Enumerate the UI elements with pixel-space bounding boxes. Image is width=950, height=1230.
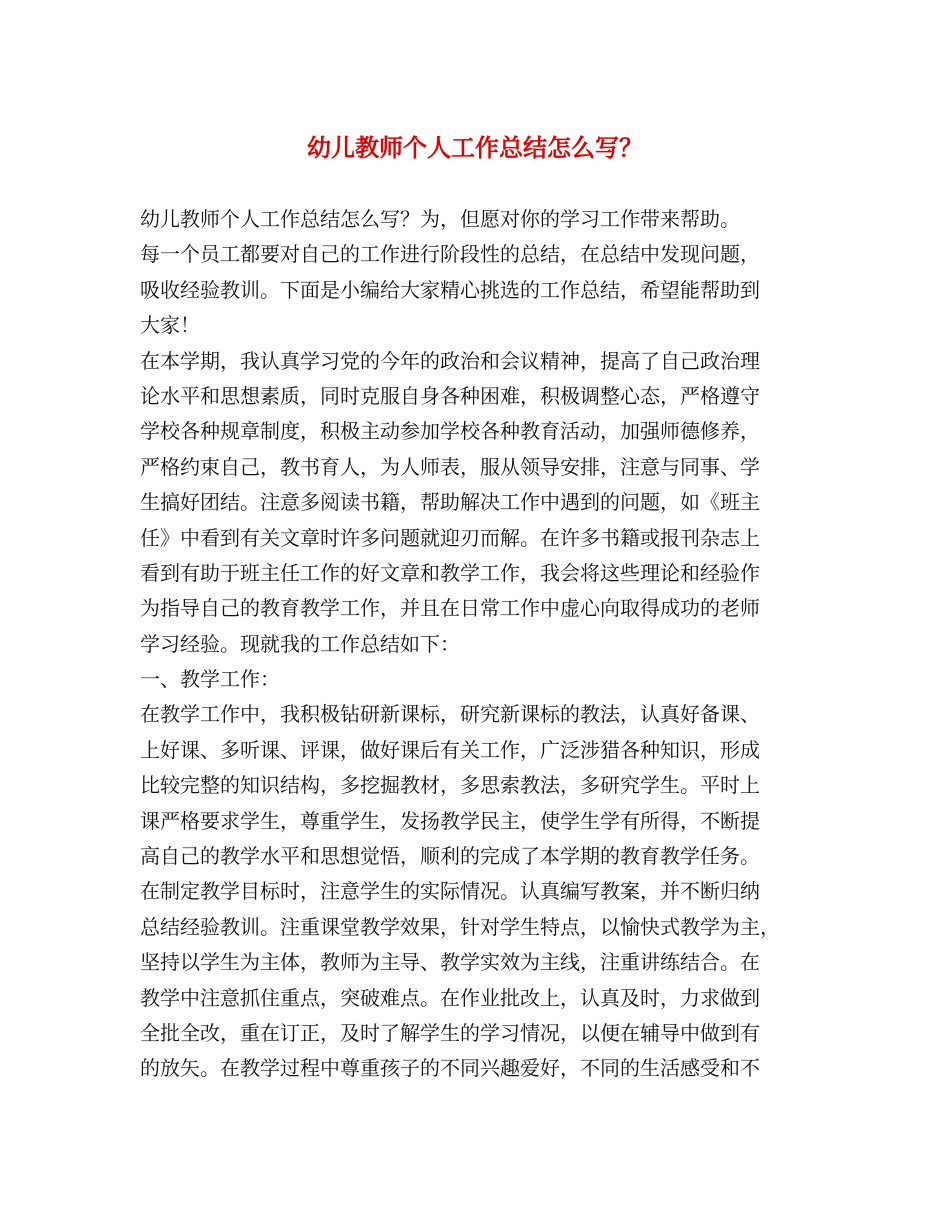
body-line: 生搞好团结。注意多阅读书籍，帮助解决工作中遇到的问题，如《班主 (140, 490, 760, 515)
section-heading: 一、教学工作： (140, 667, 280, 692)
body-line: 总结经验教训。注重课堂教学效果，针对学生特点，以愉快式教学为主， (140, 914, 780, 939)
body-line: 吸收经验教训。下面是小编给大家精心挑选的工作总结，希望能帮助到 (140, 277, 760, 302)
body-line: 每一个员工都要对自己的工作进行阶段性的总结，在总结中发现问题， (140, 242, 760, 267)
body-line: 论水平和思想素质，同时克服自身各种困难，积极调整心态，严格遵守 (140, 383, 760, 408)
body-line: 在本学期，我认真学习党的今年的政治和会议精神，提高了自己政治理 (140, 348, 760, 373)
body-line: 在教学工作中，我积极钻研新课标，研究新课标的教法，认真好备课、 (140, 702, 760, 727)
body-line: 幼儿教师个人工作总结怎么写？为，但愿对你的学习工作带来帮助。 (140, 207, 740, 231)
body-line: 学习经验。现就我的工作总结如下： (140, 631, 460, 656)
body-line: 比较完整的知识结构，多挖掘教材，多思索教法，多研究学生。平时上 (140, 773, 760, 798)
body-line: 的放矢。在教学过程中尊重孩子的不同兴趣爱好，不同的生活感受和不 (140, 1056, 760, 1081)
body-line: 上好课、多听课、评课，做好课后有关工作，广泛涉猎各种知识，形成 (140, 737, 760, 762)
body-line: 全批全改，重在订正，及时了解学生的学习情况，以便在辅导中做到有 (140, 1020, 760, 1045)
document-body (140, 202, 820, 1087)
body-line: 看到有助于班主任工作的好文章和教学工作，我会将这些理论和经验作 (140, 560, 760, 585)
document-title: 幼儿教师个人工作总结怎么写？ (307, 133, 643, 162)
body-line: 学校各种规章制度，积极主动参加学校各种教育活动，加强师德修养， (140, 419, 760, 444)
body-line: 任》中看到有关文章时许多问题就迎刃而解。在许多书籍或报刊杂志上 (140, 525, 760, 550)
body-line: 坚持以学生为主体，教师为主导、教学实效为主线，注重讲练结合。在 (140, 950, 760, 975)
body-line: 为指导自己的教育教学工作，并且在日常工作中虚心向取得成功的老师 (140, 596, 760, 621)
body-line: 严格约束自己，教书育人，为人师表，服从领导安排，注意与同事、学 (140, 454, 760, 479)
body-line: 高自己的教学水平和思想觉悟，顺利的完成了本学期的教育教学任务。 (140, 844, 760, 869)
body-line: 教学中注意抓住重点，突破难点。在作业批改上，认真及时，力求做到 (140, 985, 760, 1010)
body-line: 课严格要求学生，尊重学生，发扬教学民主，使学生学有所得，不断提 (140, 808, 760, 833)
body-line: 在制定教学目标时，注意学生的实际情况。认真编写教案，并不断归纳 (140, 879, 760, 904)
body-line: 大家！ (140, 313, 200, 338)
